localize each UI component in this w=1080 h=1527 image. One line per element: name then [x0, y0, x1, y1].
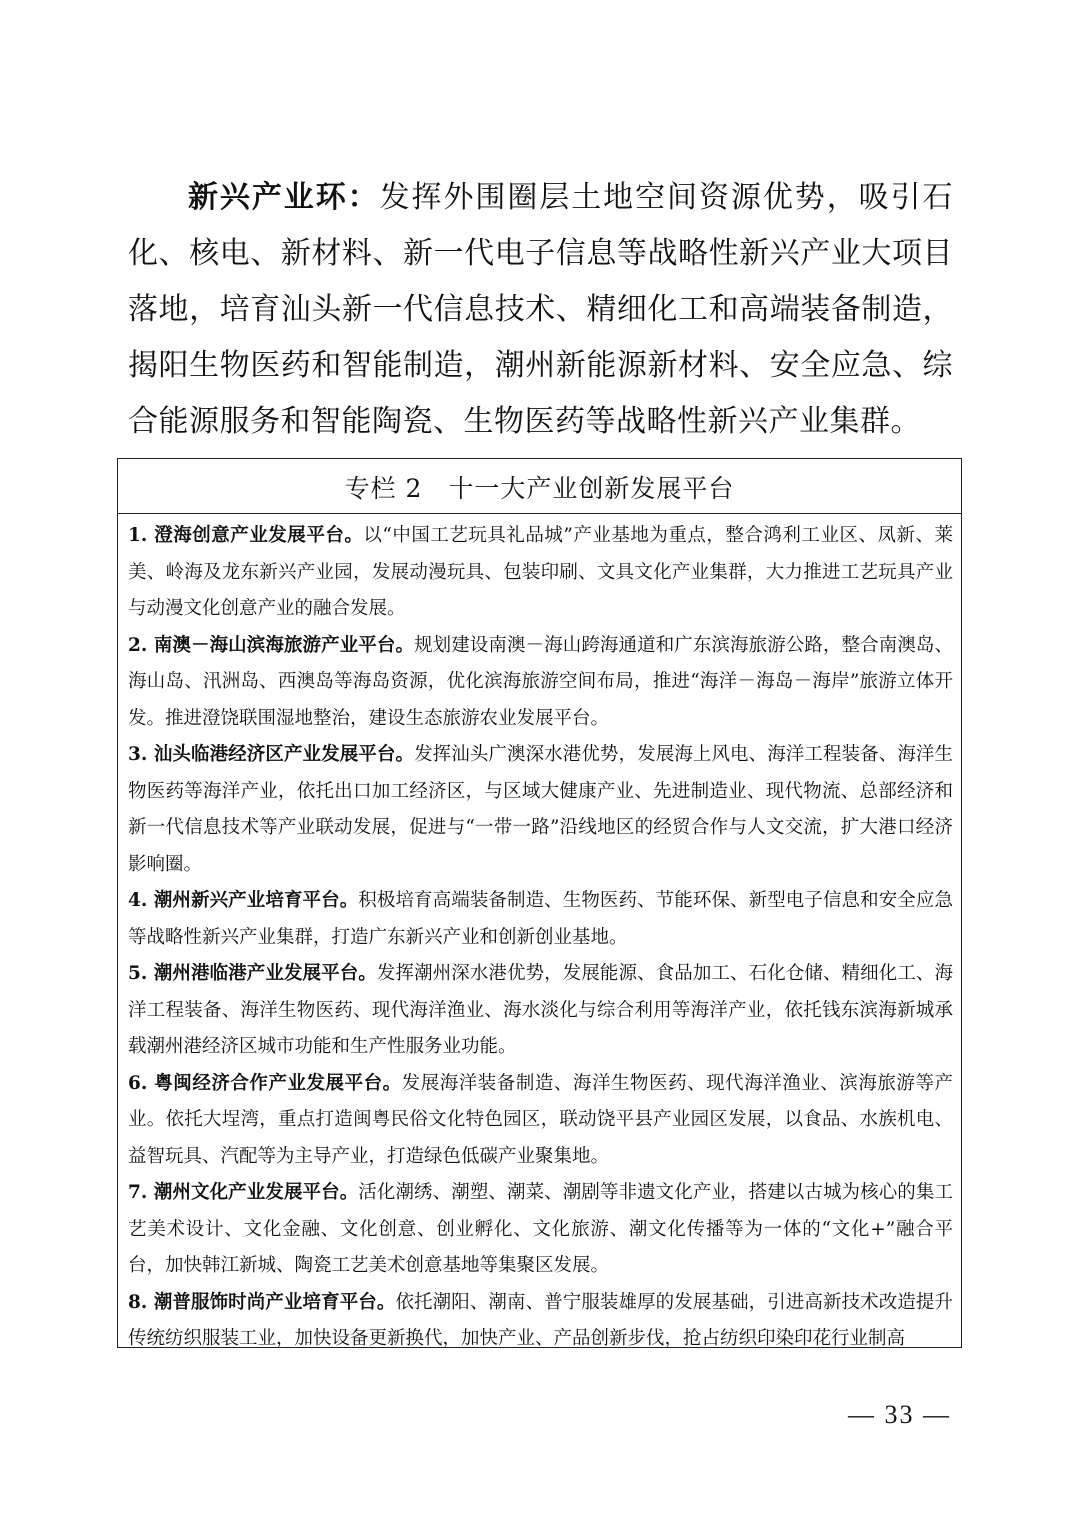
platform-list [118, 514, 961, 1348]
platform-desc: 依托潮阳、潮南、普宁服装雄厚的发展基础，引进高新技术改造提升传统纺织服装工业，加快设备更新换代，加快产业、产品创新步伐，抢占纺织印染印花行业制高 [128, 1291, 953, 1348]
platform-name: 1. 澄海创意产业发展平台。 [128, 525, 364, 546]
platform-name: 7. 潮州文化产业发展平台。 [128, 1182, 359, 1203]
platform-desc: 发展海洋装备制造、海洋生物医药、现代海洋渔业、滨海旅游等产业。依托大埕湾，重点打造闽粤民俗文化特色园区，联动饶平县产业园区发展，以食品、水族机电、益智玩具、汽配等为主导产业，打造绿色低碳产业聚集地。 [128, 1072, 953, 1167]
column-title-text: 十一大产业创新发展平台 [448, 474, 735, 503]
platform-desc: 规划建设南澳－海山跨海通道和广东滨海旅游公路，整合南澳岛、海山岛、汛洲岛、西澳岛等海岛资源，优化滨海旅游空间布局，推进“海洋－海岛－海岸”旅游立体开发。推进澄饶联围湿地整治，建设生态旅游农业发展平台。 [128, 634, 953, 729]
column-box [117, 458, 962, 1348]
platform-item [128, 628, 953, 738]
platform-name: 6. 粤闽经济合作产业发展平台。 [128, 1072, 402, 1094]
platform-name: 2. 南澳－海山滨海旅游产业平台。 [128, 634, 415, 656]
platform-item [128, 1175, 953, 1285]
platform-name: 3. 汕头临港经济区产业发展平台。 [128, 744, 415, 765]
intro-paragraph [128, 170, 953, 450]
page-number: — 33 — [848, 1400, 951, 1429]
platform-name: 5. 潮州港临港产业发展平台。 [128, 963, 377, 984]
column-title [118, 459, 961, 514]
platform-item [128, 737, 953, 883]
platform-desc: 以“中国工艺玩具礼品城”产业基地为重点，整合鸿利工业区、凤新、莱美、岭海及龙东新兴产业园，发展动漫玩具、包装印刷、文具文化产业集群，大力推进工艺玩具产业与动漫文化创意产业的融合发展。 [128, 525, 953, 619]
platform-item [128, 1285, 953, 1349]
column-number: 专栏 2 [344, 474, 423, 503]
platform-desc: 发挥潮州深水港优势，发展能源、食品加工、石化仓储、精细化工、海洋工程装备、海洋生物医药、现代海洋渔业、海水淡化与综合利用等海洋产业，依托钱东滨海新城承载潮州港经济区城市功能和生产性服务业功能。 [128, 963, 953, 1057]
platform-desc: 活化潮绣、潮塑、潮菜、潮剧等非遗文化产业，搭建以古城为核心的集工艺美术设计、文化金融、文化创意、创业孵化、文化旅游、潮文化传播等为一体的“文化+”融合平台，加快韩江新城、陶瓷工艺美术创意基地等集聚区发展。 [128, 1182, 953, 1276]
platform-item [128, 956, 953, 1066]
platform-name: 4. 潮州新兴产业培育平台。 [128, 890, 359, 911]
intro-text: 发挥外围圈层土地空间资源优势，吸引石化、核电、新材料、新一代电子信息等战略性新兴产业大项目落地，培育汕头新一代信息技术、精细化工和高端装备制造，揭阳生物医药和智能制造，潮州新能源新材料、安全应急、综合能源服务和智能陶瓷、生物医药等战略性新兴产业集群。 [128, 180, 954, 439]
platform-name: 8. 潮普服饰时尚产业培育平台。 [128, 1291, 396, 1313]
intro-lead: 新兴产业环： [188, 180, 380, 215]
platform-item [128, 518, 953, 628]
platform-item [128, 1066, 953, 1176]
platform-desc: 积极培育高端装备制造、生物医药、节能环保、新型电子信息和安全应急等战略性新兴产业集群，打造广东新兴产业和创新创业基地。 [128, 890, 953, 948]
platform-desc: 发挥汕头广澳深水港优势，发展海上风电、海洋工程装备、海洋生物医药等海洋产业，依托出口加工经济区，与区域大健康产业、先进制造业、现代物流、总部经济和新一代信息技术等产业联动发展，促进与“一带一路”沿线地区的经贸合作与人文交流，扩大港口经济影响圈。 [128, 744, 953, 875]
platform-item [128, 883, 953, 956]
